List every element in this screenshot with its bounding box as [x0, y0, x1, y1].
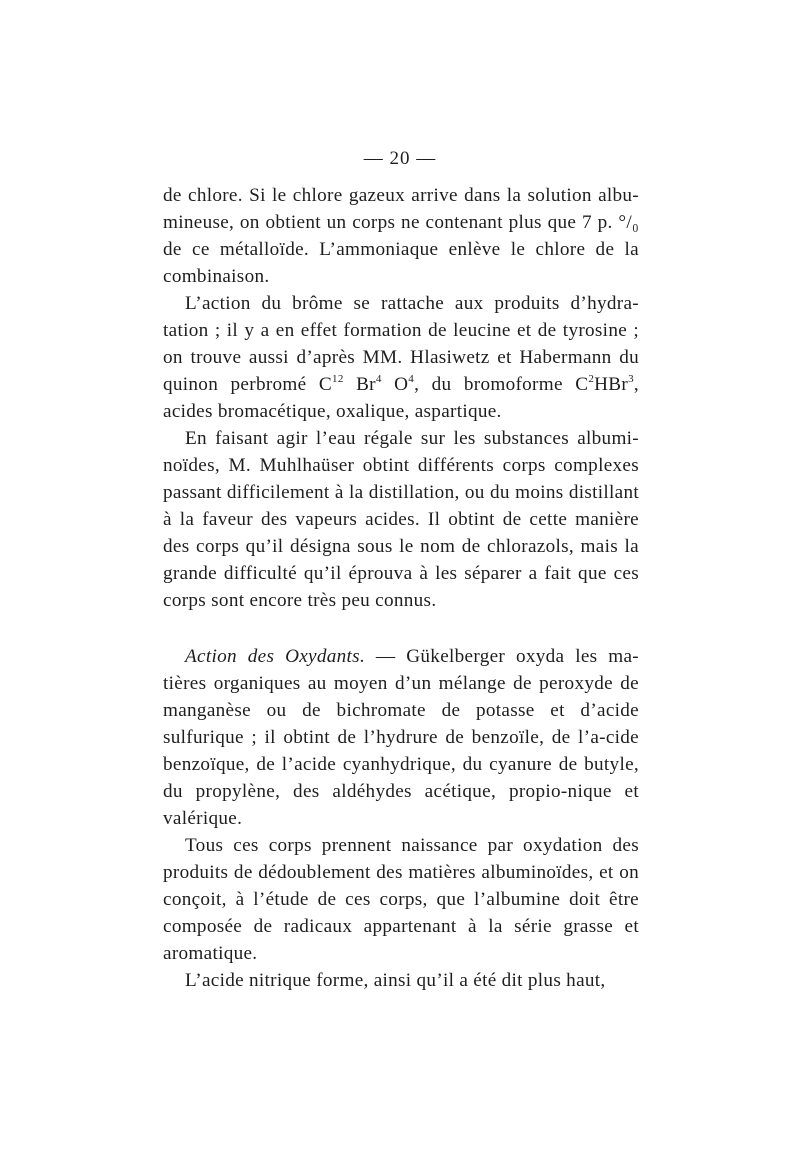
- paragraph-chlore: de chlore. Si le chlore gazeux arrive dans la solution albu-mineuse, on obtient un corps ne contenant plus que 7 p. °/₀ de ce métalloïde. L’ammoniaque enlève le chlore de la combinaison.: [163, 185, 639, 287]
- formula-sup: 4: [375, 372, 382, 385]
- formula-sup: 2: [588, 372, 595, 385]
- paragraph-oxydants: [163, 643, 639, 832]
- section-heading-oxydants: Action des Oxydants.: [185, 646, 366, 667]
- oxydants-text: — Gükelberger oxyda les ma-tières organiques au moyen d’un mélange de peroxyde de manganèse ou de bichromate de potasse et d’acide sulfurique ; il obtint de l’hydrure de benzoïle, de l’a-cide benzoïque, de l’acide cyanhydrique, du cyanure de butyle, du propylène, des aldéhydes acétique, propio-nique et valérique.: [163, 646, 639, 829]
- page-number: — 20 —: [363, 148, 437, 169]
- formula-part: , du bromoforme C: [414, 374, 589, 395]
- paragraph-oxydation: Tous ces corps prennent naissance par oxydation des produits de dédoublement des matières albuminoïdes, et on conçoit, à l’étude de ces corps, que l’albumine doit être composée de radicaux appartenant à la série grasse et aromatique.: [163, 835, 639, 964]
- brome-text-start: L’action du brôme se rattache aux produits d’hydra-tation ; il y a en effet formation de leucine et de tyrosine ; on trouve aussi d’après MM. Hlasiwetz et Habermann du quinon perbromé C: [163, 293, 639, 395]
- formula-sup: 12: [332, 372, 344, 385]
- brome-text-end: , acides bromacétique, oxalique, aspartique.: [163, 374, 640, 422]
- formula-part: O: [381, 374, 409, 395]
- paragraph-acide-nitrique: L’acide nitrique forme, ainsi qu’il a été dit plus haut,: [185, 970, 606, 991]
- formula-sup: 4: [408, 372, 415, 385]
- paragraph-brome: [163, 290, 639, 425]
- formula-part: Br: [343, 374, 376, 395]
- paragraph-eau-regale: En faisant agir l’eau régale sur les substances albumi-noïdes, M. Muhlhaüser obtint différents corps complexes passant difficilement à la distillation, ou du moins distillant à la faveur des vapeurs acides. Il obtint de cette manière des corps qu’il désigna sous le nom de chlorazols, mais la grande difficulté qu’il éprouva à les séparer a fait que ces corps sont encore très peu connus.: [163, 428, 639, 611]
- formula-part: HBr: [594, 374, 629, 395]
- formula-sup: 3: [628, 372, 634, 385]
- text-block-lower: [163, 643, 639, 994]
- text-block-upper: [163, 182, 639, 614]
